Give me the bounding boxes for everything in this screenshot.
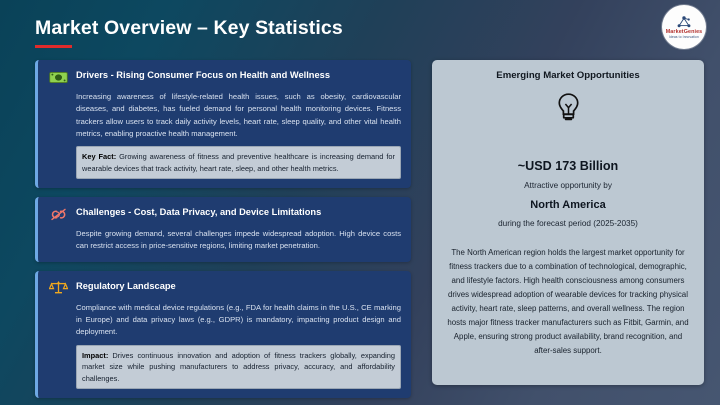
card-body: Compliance with medical device regulations (e.g., FDA for health claims in the U.S., CE marking in Europe) and data privacy laws (e.g., GDPR) is mandatory, impacting product design and deployment. (76, 302, 401, 337)
stat-subtitle: Attractive opportunity by (524, 180, 612, 190)
logo-tagline: Ideas to Innovation (669, 35, 699, 40)
panel-paragraph: The North American region holds the largest market opportunity for fitness trackers due to a combination of technological, demographic, and lifestyle factors. High health consciousness among consumers drives widespread adoption of wearable devices for tracking physical activity, heart rate, sleep patterns, and overall wellness. The region hosts major fitness tracker manufacturers such as Fitbit, Garmin, and Apple, ensuring strong product availability, brand recognition, and after-sales support. (447, 247, 689, 356)
card-body: Increasing awareness of lifestyle-related health issues, such as obesity, cardiovascular diseases, and diabetes, has fueled demand for personal health monitoring devices. Fitness trackers allow users to track daily activity levels, heart rate, sleep quality, and other vital health metrics, enabling proactive health management. (76, 92, 401, 138)
callout-label: Impact: (82, 350, 109, 360)
info-card-drivers[interactable] (35, 60, 411, 188)
brand-logo (662, 5, 706, 49)
callout-text: Drives continuous innovation and adoption of fitness trackers globally, expanding market size while pushing manufacturers to address privacy, accuracy, and affordability challenges. (82, 350, 395, 383)
network-node-icon (676, 15, 692, 29)
card-title: Regulatory Landscape (76, 280, 176, 291)
stat-period: during the forecast period (2025-2035) (498, 218, 638, 228)
banknote-icon (48, 68, 68, 86)
card-title: Challenges - Cost, Data Privacy, and Device Limitations (76, 207, 322, 218)
broken-link-icon (48, 205, 68, 223)
panel-title: Emerging Market Opportunities (496, 70, 640, 81)
stat-value: ~USD 173 Billion (517, 158, 619, 173)
info-card-challenges[interactable] (35, 197, 411, 262)
opportunity-panel (432, 60, 704, 385)
key-fact-callout (76, 146, 401, 179)
header (35, 18, 595, 48)
page-title: Market Overview – Key Statistics (35, 17, 343, 39)
cards-column (35, 60, 411, 405)
callout-label: Key Fact: (82, 152, 117, 162)
stat-region: North America (530, 198, 606, 211)
card-header (48, 205, 401, 223)
card-title: Drivers - Rising Consumer Focus on Health and Wellness (76, 70, 330, 80)
callout-text: Growing awareness of fitness and preventive healthcare is increasing demand for wearable devices that track activity, heart rate, sleep, and other health metrics. (82, 152, 395, 173)
card-header (48, 279, 401, 297)
logo-name: MarketGenies (665, 28, 703, 35)
impact-callout (76, 345, 401, 389)
lightbulb-icon (555, 92, 582, 127)
balance-scale-icon (48, 279, 68, 297)
title-accent-bar (35, 45, 72, 48)
card-body: Despite growing demand, several challenges impede widespread adoption. High device costs can restrict access in price-sensitive regions, limiting market penetration. (76, 229, 401, 251)
card-header (48, 68, 401, 86)
info-card-regulatory[interactable] (35, 271, 411, 398)
